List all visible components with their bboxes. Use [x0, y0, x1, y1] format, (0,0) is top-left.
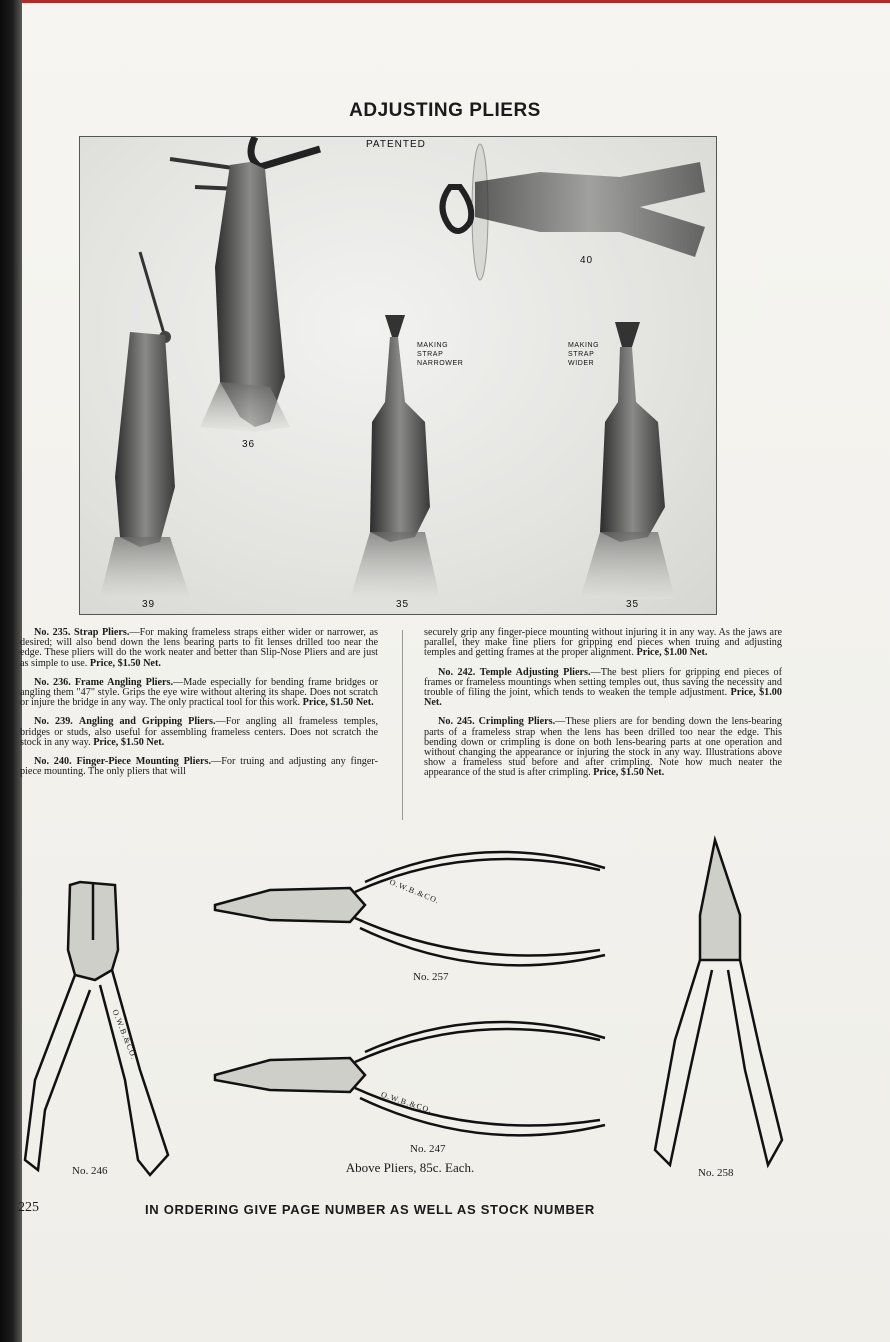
plier-number-40: 40	[580, 255, 594, 266]
plier-number-35-right: 35	[626, 599, 640, 610]
patented-label: PATENTED	[366, 139, 426, 150]
item-242-description: No. 242. Temple Adjusting Pliers.—The best pliers for gripping end pieces of frames or frameless mountings when setting temples out, thus saving the necessity and trouble of filing the joint, which tends to weaken the temple adjustment. Price, $1.00 Net.	[424, 666, 783, 709]
label-no-258: No. 258	[698, 1167, 734, 1179]
pliers-247-engraving	[215, 1022, 605, 1135]
pliers-258-engraving	[655, 840, 782, 1165]
label-no-246: No. 246	[72, 1165, 108, 1177]
handle-stamp-246: O.W.B.&CO.	[110, 1008, 139, 1061]
handle-stamp-257: O.W.B.&CO.	[388, 877, 442, 906]
item-240-description: No. 240. Finger-Piece Mounting Pliers.—For truing and adjusting any finger-piece mounting. The only pliers that will	[20, 756, 379, 778]
page-number: 225	[18, 1200, 39, 1215]
item-235-description: No. 235. Strap Pliers.—For making frameless straps either wider or narrower, as desired; will also bend down the lens bearing parts to fit lenses drilled too near the edge. These pliers will do the work neater and better than Slip-Nose Pliers and are just as simple to use. Price, $1.50 Net.	[20, 627, 379, 669]
pliers-photo-drawing	[80, 137, 716, 614]
plier-number-35-middle: 35	[396, 599, 410, 610]
handle-stamp-247: O.W.B.&CO.	[379, 1089, 434, 1116]
plier-number-39: 39	[142, 599, 156, 610]
description-column-right	[424, 628, 782, 788]
pliers-39-image	[100, 252, 190, 599]
plier-number-36: 36	[242, 439, 256, 450]
label-no-247: No. 247	[410, 1143, 446, 1155]
pliers-engravings	[0, 820, 890, 1180]
pliers-246-engraving	[25, 882, 168, 1175]
item-245-description: No. 245. Crimpling Pliers.—These pliers are for bending down the lens-bearing parts of a frameless strap when the lens has been drilled too near the edge. This bending down or crimpling is done on both lens-bearing parts at one operation and without changing the appearance or injuring the stock in any way. Illustrations above show a frameless stud before and after crimpling. Note how much neater the appearance of the stud is after crimpling. Price, $1.50 Net.	[424, 716, 782, 779]
caption-making-strap-wider: MAKING STRAP WIDER	[568, 342, 600, 367]
pliers-36-image	[170, 137, 320, 432]
ordering-note: IN ORDERING GIVE PAGE NUMBER AS WELL AS STOCK NUMBER	[145, 1202, 596, 1217]
item-239-description: No. 239. Angling and Gripping Pliers.—For angling all frameless temples, bridges or studs, also useful for assembling frameless centers. Does not scratch the stock in any way. Price, $1.50 Net.	[20, 716, 378, 748]
page-title: ADJUSTING PLIERS	[349, 100, 541, 121]
price-note: Above Pliers, 85c. Each.	[345, 1160, 475, 1175]
item-240-continued: securely grip any finger-piece mounting without injuring it in any way. As the jaws are parallel, they make fine pliers for gripping end pieces when truing and adjusting temples and getting frames at the proper alignment. Price, $1.00 Net.	[424, 627, 782, 659]
item-236-description: No. 236. Frame Angling Pliers.—Made especially for bending frame bridges or angling them "47" style. Grips the eye wire without altering its shape. Does not scratch or injure the bridge in any way. The only practical tool for this work. Price, $1.50 Net.	[20, 676, 379, 709]
column-divider	[402, 630, 403, 820]
label-no-257: No. 257	[413, 971, 449, 983]
description-column-left	[20, 628, 378, 786]
caption-making-strap-narrower: MAKING STRAP NARROWER	[417, 342, 464, 367]
pliers-photograph	[79, 136, 717, 615]
pliers-257-engraving	[215, 852, 605, 965]
pliers-40-image	[443, 144, 706, 280]
